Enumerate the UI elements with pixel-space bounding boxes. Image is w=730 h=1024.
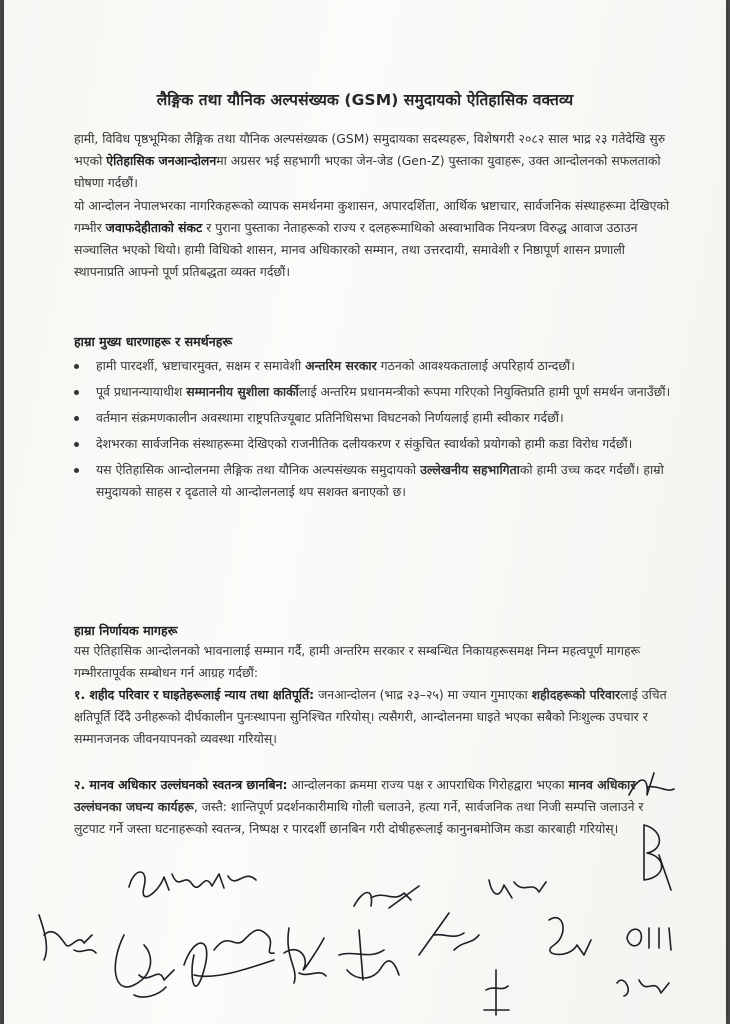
signature: [609, 968, 679, 1012]
intro-paragraph-1: हामी, विविध पृष्ठभूमिका लैङ्गिक तथा यौनिक अल्पसंख्यक (GSM) समुदायका सदस्यहरू, विशेषगरी २०८२ साल भाद्र २३ गतेदेखि सुरु भएको ऐतिहासिक जनआन्दोलनमा अग्रसर भई सहभागी भएका जेन-जेड (Gen-Z) पुस्ताका युवाहरू, उक्त आन्दोलनको सफलताको घोषणा गर्दछौं।: [74, 131, 666, 190]
list-item: पूर्व प्रधानन्यायाधीश सम्माननीय सुशीला कार्कीलाई अन्तरिम प्रधानमन्त्रीको रूपमा गरिएको नियुक्तिप्रति हामी पूर्ण समर्थन जनाउँछौं।: [74, 381, 674, 403]
document-title: लैङ्गिक तथा यौनिक अल्पसंख्यक (GSM) समुदायको ऐतिहासिक वक्तव्य: [156, 91, 574, 109]
demands-intro: यस ऐतिहासिक आन्दोलनको भावनालाई सम्मान गर्दै, हामी अन्तरिम सरकार र सम्बन्धित निकायहरूसमक्ष निम्न महत्वपूर्ण मागहरू गम्भीरतापूर्वक सम्बोधन गर्न आग्रह गर्दछौं:: [74, 643, 641, 680]
list-item: वर्तमान संक्रमणकालीन अवस्थामा राष्ट्रपतिज्यूबाट प्रतिनिधिसभा विघटनको निर्णयलाई हामी स्वीकार गर्दछौं।: [74, 407, 674, 429]
signature: [539, 905, 599, 969]
signature: [104, 925, 184, 1009]
signature: [174, 915, 284, 989]
list-item: यस ऐतिहासिक आन्दोलनमा लैङ्गिक तथा यौनिक अल्पसंख्यक समुदायको उल्लेखनीय सहभागिताको हामी उच्च कदर गर्दछौं। हाम्रो समुदायको साहस र दृढताले यो आन्दोलनलाई थप सशक्त बनाएको छ।: [74, 459, 674, 503]
main-points-heading: हाम्रा मुख्य धारणाहरू र समर्थनहरू: [74, 334, 233, 349]
main-points-list: [74, 355, 674, 507]
document-page: [4, 0, 726, 1024]
signature: [124, 862, 264, 906]
demand-1: १. शहीद परिवार र घाइतेहरूलाई न्याय तथा क्षतिपूर्ति: जनआन्दोलन (भाद्र २३–२५) मा ज्यान गुमाएका शहीदहरूको परिवारलाई उचित क्षतिपूर्ति दिँदै उनीहरूको दीर्घकालीन पुनःस्थापना सुनिश्चित गरियोस्। त्यसैगरी, आन्दोलनमा घाइते भएका सबैको निःशुल्क उपचार र सम्मानजनक जीवनयापनको व्यवस्था गरियोस्।: [74, 687, 667, 746]
signature: [474, 960, 524, 1024]
signature: [329, 920, 409, 994]
signature: [619, 765, 679, 809]
intro-paragraph-2: यो आन्दोलन नेपालभरका नागरिकहरूको व्यापक समर्थनमा कुशासन, अपारदर्शिता, आर्थिक भ्रष्टाचार, सार्वजनिक संस्थाहरूमा देखिएको गम्भीर जवाफदेहीताको संकट र पुराना पुस्ताका नेताहरूको राज्य र दलहरूमाथिको अस्वाभाविक नियन्त्रण विरुद्ध आवाज उठाउन सञ्चालित भएको थियो। हामी विधिको शासन, मानव अधिकारको सम्मान, तथा उत्तरदायी, समावेशी र निष्ठापूर्ण शासन प्रणाली स्थापनाप्रति आफ्नो पूर्ण प्रतिबद्धता व्यक्त गर्दछौं।: [74, 198, 670, 279]
demand-2: २. मानव अधिकार उल्लंघनको स्वतन्त्र छानबिन: आन्दोलनका क्रममा राज्य पक्ष र आपराधिक गिरोहद्वारा भएका मानव अधिकार उल्लंघनका जघन्य कार्यहरू, जस्तै: शान्तिपूर्ण प्रदर्शनकारीमाथि गोली चलाउने, हत्या गर्ने, सार्वजनिक तथा निजी सम्पत्ति जलाउने र लुटपाट गर्ने जस्ता घटनाहरूको स्वतन्त्र, निष्पक्ष र पारदर्शी छानबिन गरी दोषीहरूलाई कानुनबमोजिम कडा कारबाही गरियोस्।: [74, 777, 644, 836]
signature: [629, 815, 679, 899]
list-item: देशभरका सार्वजनिक संस्थाहरूमा देखिएको राजनीतिक दलीयकरण र संकुचित स्वार्थको प्रयोगको हामी कडा विरोध गर्दछौं।: [74, 433, 674, 455]
list-item: हामी पारदर्शी, भ्रष्टाचारमुक्त, सक्षम र समावेशी अन्तरिम सरकार गठनको आवश्यकतालाई अपरिहार्य ठान्दछौं।: [74, 355, 674, 377]
signature: [274, 918, 334, 992]
demands-heading: हाम्रा निर्णायक मागहरू: [74, 623, 178, 638]
signature: [34, 905, 104, 969]
signature: [619, 918, 689, 962]
